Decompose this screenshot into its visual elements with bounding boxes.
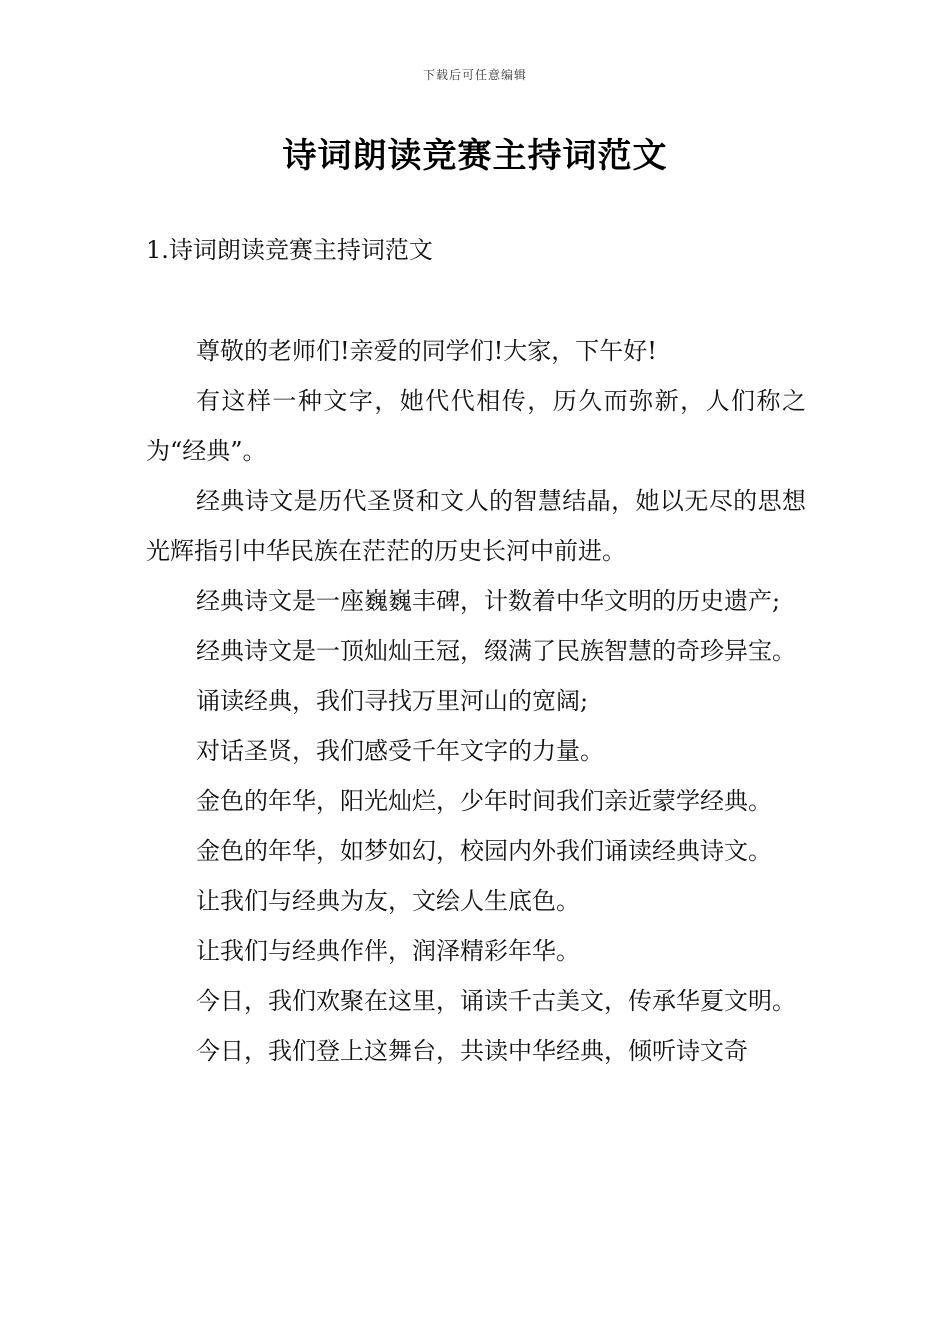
section-heading: 1.诗词朗读竞赛主持词范文 — [146, 236, 433, 264]
paragraph: 经典诗文是一顶灿灿王冠，缀满了民族智慧的奇珍异宝。 — [196, 637, 796, 665]
paragraph: 金色的年华，阳光灿烂，少年时间我们亲近蒙学经典。 — [196, 787, 772, 815]
paragraph: 诵读经典，我们寻找万里河山的宽阔; — [196, 687, 589, 715]
document-title: 诗词朗读竞赛主持词范文 — [282, 136, 668, 176]
paragraph: 尊敬的老师们!亲爱的同学们!大家，下午好! — [196, 337, 657, 365]
paragraph: 今日，我们欢聚在这里，诵读千古美文，传承华夏文明。 — [196, 987, 796, 1015]
paragraph: 让我们与经典为友，文绘人生底色。 — [196, 887, 580, 915]
paragraph: 让我们与经典作伴，润泽精彩年华。 — [196, 937, 580, 965]
paragraph: 经典诗文是历代圣贤和文人的智慧结晶，她以无尽的思想光辉指引中华民族在茫茫的历史长河中前进。 — [146, 487, 806, 565]
header-note: 下载后可任意编辑 — [422, 68, 527, 82]
paragraph: 对话圣贤，我们感受千年文字的力量。 — [196, 737, 604, 765]
paragraph: 金色的年华，如梦如幻，校园内外我们诵读经典诗文。 — [196, 837, 772, 865]
body-text — [146, 326, 806, 1076]
paragraph: 经典诗文是一座巍巍丰碑，计数着中华文明的历史遗产; — [196, 587, 781, 615]
paragraph: 有这样一种文字，她代代相传，历久而弥新，人们称之为“经典”。 — [146, 387, 806, 465]
paragraph: 今日，我们登上这舞台，共读中华经典，倾听诗文奇 — [196, 1037, 748, 1065]
